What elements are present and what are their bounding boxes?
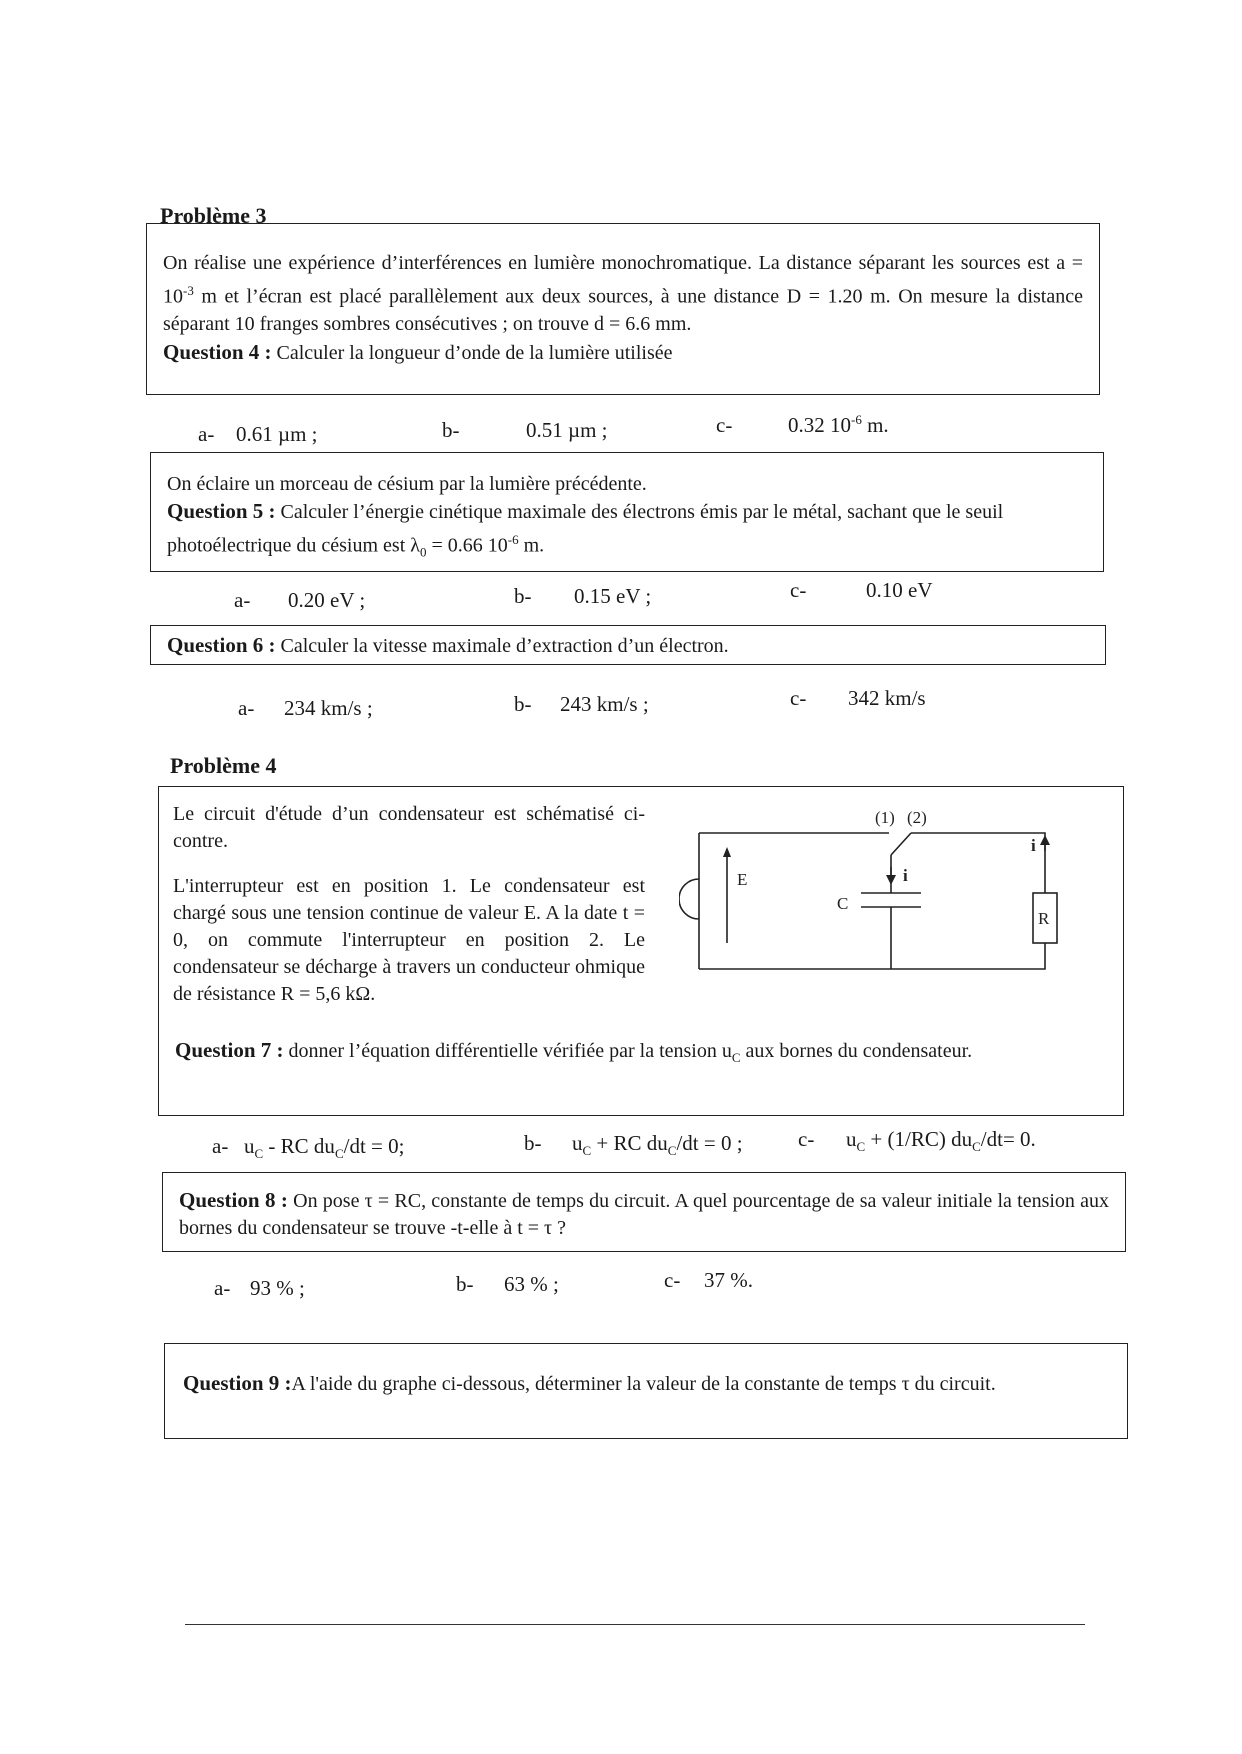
question-9-box bbox=[164, 1343, 1128, 1439]
question-5-exponent: -6 bbox=[507, 532, 519, 547]
problem3-title: Problème 3 bbox=[160, 203, 267, 228]
current-label-1: i bbox=[903, 866, 908, 885]
bottom-rule bbox=[185, 1624, 1085, 1625]
question-9-label: Question 9 : bbox=[183, 1371, 292, 1395]
problem4-intro-2: L'interrupteur est en position 1. Le condensateur est chargé sous une tension continue de valeur E. A la date t = 0, on commute l'interrupteur en position 2. Le condensateur se décharge à travers un conducteur ohmique de résistance R = 5,6 kΩ. bbox=[173, 875, 645, 1005]
question-6 bbox=[167, 632, 1089, 660]
current-arrowhead-1 bbox=[886, 875, 896, 885]
question-7-label: Question 7 : bbox=[175, 1038, 284, 1062]
question-5 bbox=[167, 498, 1087, 566]
problem4-title: Problème 4 bbox=[170, 753, 277, 778]
q4-answer-b[interactable]: b- 0.51 µm ; bbox=[442, 418, 608, 442]
circuit-wire-bottom bbox=[699, 943, 1045, 969]
intro-exponent: -3 bbox=[183, 283, 194, 298]
q5-answer-c[interactable]: c- 0.10 eV bbox=[790, 578, 933, 602]
switch-blade bbox=[891, 833, 911, 855]
resistor-label: R bbox=[1038, 909, 1050, 928]
question-5-text-1: Calculer l’énergie cinétique maximale des électrons émis par le métal, sachant que le seuil photoélectrique du césium est λ bbox=[167, 501, 1004, 557]
question-8-label: Question 8 : bbox=[179, 1188, 288, 1212]
q7-answer-b[interactable]: b- $u_C$ + RC $du_C/dt = 0$ ; bbox=[524, 1131, 743, 1159]
question-5-box bbox=[150, 452, 1104, 572]
switch-position-1: (1) bbox=[875, 808, 895, 827]
question-5-text-3: m. bbox=[518, 534, 545, 557]
question-4-label: Question 4 : bbox=[163, 339, 272, 364]
switch-position-2: (2) bbox=[907, 808, 927, 827]
q5-answer-a[interactable]: a- 0.20 eV ; bbox=[234, 588, 366, 612]
question-6-text: Calculer la vitesse maximale d’extraction d’un électron. bbox=[275, 635, 729, 657]
current-label-2: i bbox=[1031, 836, 1036, 855]
problem4-intro bbox=[173, 801, 645, 1008]
intro-text-2: m et l’écran est placé parallèlement aux deux sources, à une distance D = 1.20 m. On mesure la distance séparant 10 franges sombres consécutives ; on trouve d = 6.6 mm. bbox=[163, 285, 1083, 335]
question-8 bbox=[179, 1187, 1109, 1242]
source-label: E bbox=[737, 870, 748, 889]
question-7-text-1: donner l’équation différentielle vérifiée par la tension u bbox=[283, 1040, 732, 1062]
q8-answer-a[interactable]: a- 93 % ; bbox=[214, 1276, 305, 1300]
question-7 bbox=[175, 1037, 1105, 1071]
problem4-statement-box bbox=[158, 786, 1124, 1116]
q6-answer-c[interactable]: c- 342 km/s bbox=[790, 686, 926, 710]
question-4 bbox=[163, 339, 1083, 367]
q4-answer-c[interactable]: c- 0.32 $10^{-6}$ m. bbox=[716, 412, 889, 437]
question-8-box bbox=[162, 1172, 1126, 1252]
intro-text-1: On réalise une expérience d’interférences en lumière monochromatique. La distance séparant les sources est a = 10 bbox=[163, 252, 1083, 308]
problem3-statement-box bbox=[146, 223, 1100, 395]
generator-symbol bbox=[679, 879, 699, 919]
question-7-subscript: C bbox=[731, 1050, 741, 1065]
q6-answer-b[interactable]: b- 243 km/s ; bbox=[514, 692, 649, 716]
current-arrowhead-2 bbox=[1040, 835, 1050, 845]
question-6-box bbox=[150, 625, 1106, 665]
question-8-text: On pose τ = RC, constante de temps du circuit. A quel pourcentage de sa valeur initiale la tension aux bornes du condensateur se trouve -t-elle à t = τ ? bbox=[179, 1190, 1109, 1239]
capacitor-label: C bbox=[837, 894, 849, 913]
q6-answer-a[interactable]: a- 234 km/s ; bbox=[238, 696, 373, 720]
question-7-text-2: aux bornes du condensateur. bbox=[740, 1040, 973, 1062]
problem4-intro-1: Le circuit d'étude d’un condensateur est schématisé ci-contre. bbox=[173, 803, 645, 852]
circuit-wire-top-right bbox=[911, 833, 1045, 893]
q4-answer-a[interactable]: a- 0.61 µm ; bbox=[198, 422, 318, 446]
q8-answer-b[interactable]: b- 63 % ; bbox=[456, 1272, 559, 1296]
question-4-text: Calculer la longueur d’onde de la lumière utilisée bbox=[271, 341, 673, 364]
question-9 bbox=[183, 1370, 1109, 1398]
q5-answer-b[interactable]: b- 0.15 eV ; bbox=[514, 584, 652, 608]
question-5-text-2: = 0.66 10 bbox=[426, 534, 508, 557]
q7-answer-a[interactable]: a- $u_C$ - RC $du_C/dt = 0$; bbox=[212, 1134, 405, 1162]
problem3-intro bbox=[163, 250, 1083, 338]
q7-answer-c[interactable]: c- $u_C + (1/RC)$ $du_C/dt= 0$. bbox=[798, 1127, 1036, 1155]
question-9-text: A l'aide du graphe ci-dessous, déterminer la valeur de la constante de temps τ du circuit. bbox=[291, 1373, 996, 1395]
q8-answer-c[interactable]: c- 37 %. bbox=[664, 1268, 753, 1292]
question-5-label: Question 5 : bbox=[167, 499, 276, 523]
circuit-diagram bbox=[679, 793, 1119, 993]
question-5-intro: On éclaire un morceau de césium par la lumière précédente. bbox=[167, 473, 647, 495]
lambda-subscript: 0 bbox=[419, 544, 427, 560]
question-6-label: Question 6 : bbox=[167, 633, 276, 657]
source-arrowhead bbox=[723, 847, 731, 857]
